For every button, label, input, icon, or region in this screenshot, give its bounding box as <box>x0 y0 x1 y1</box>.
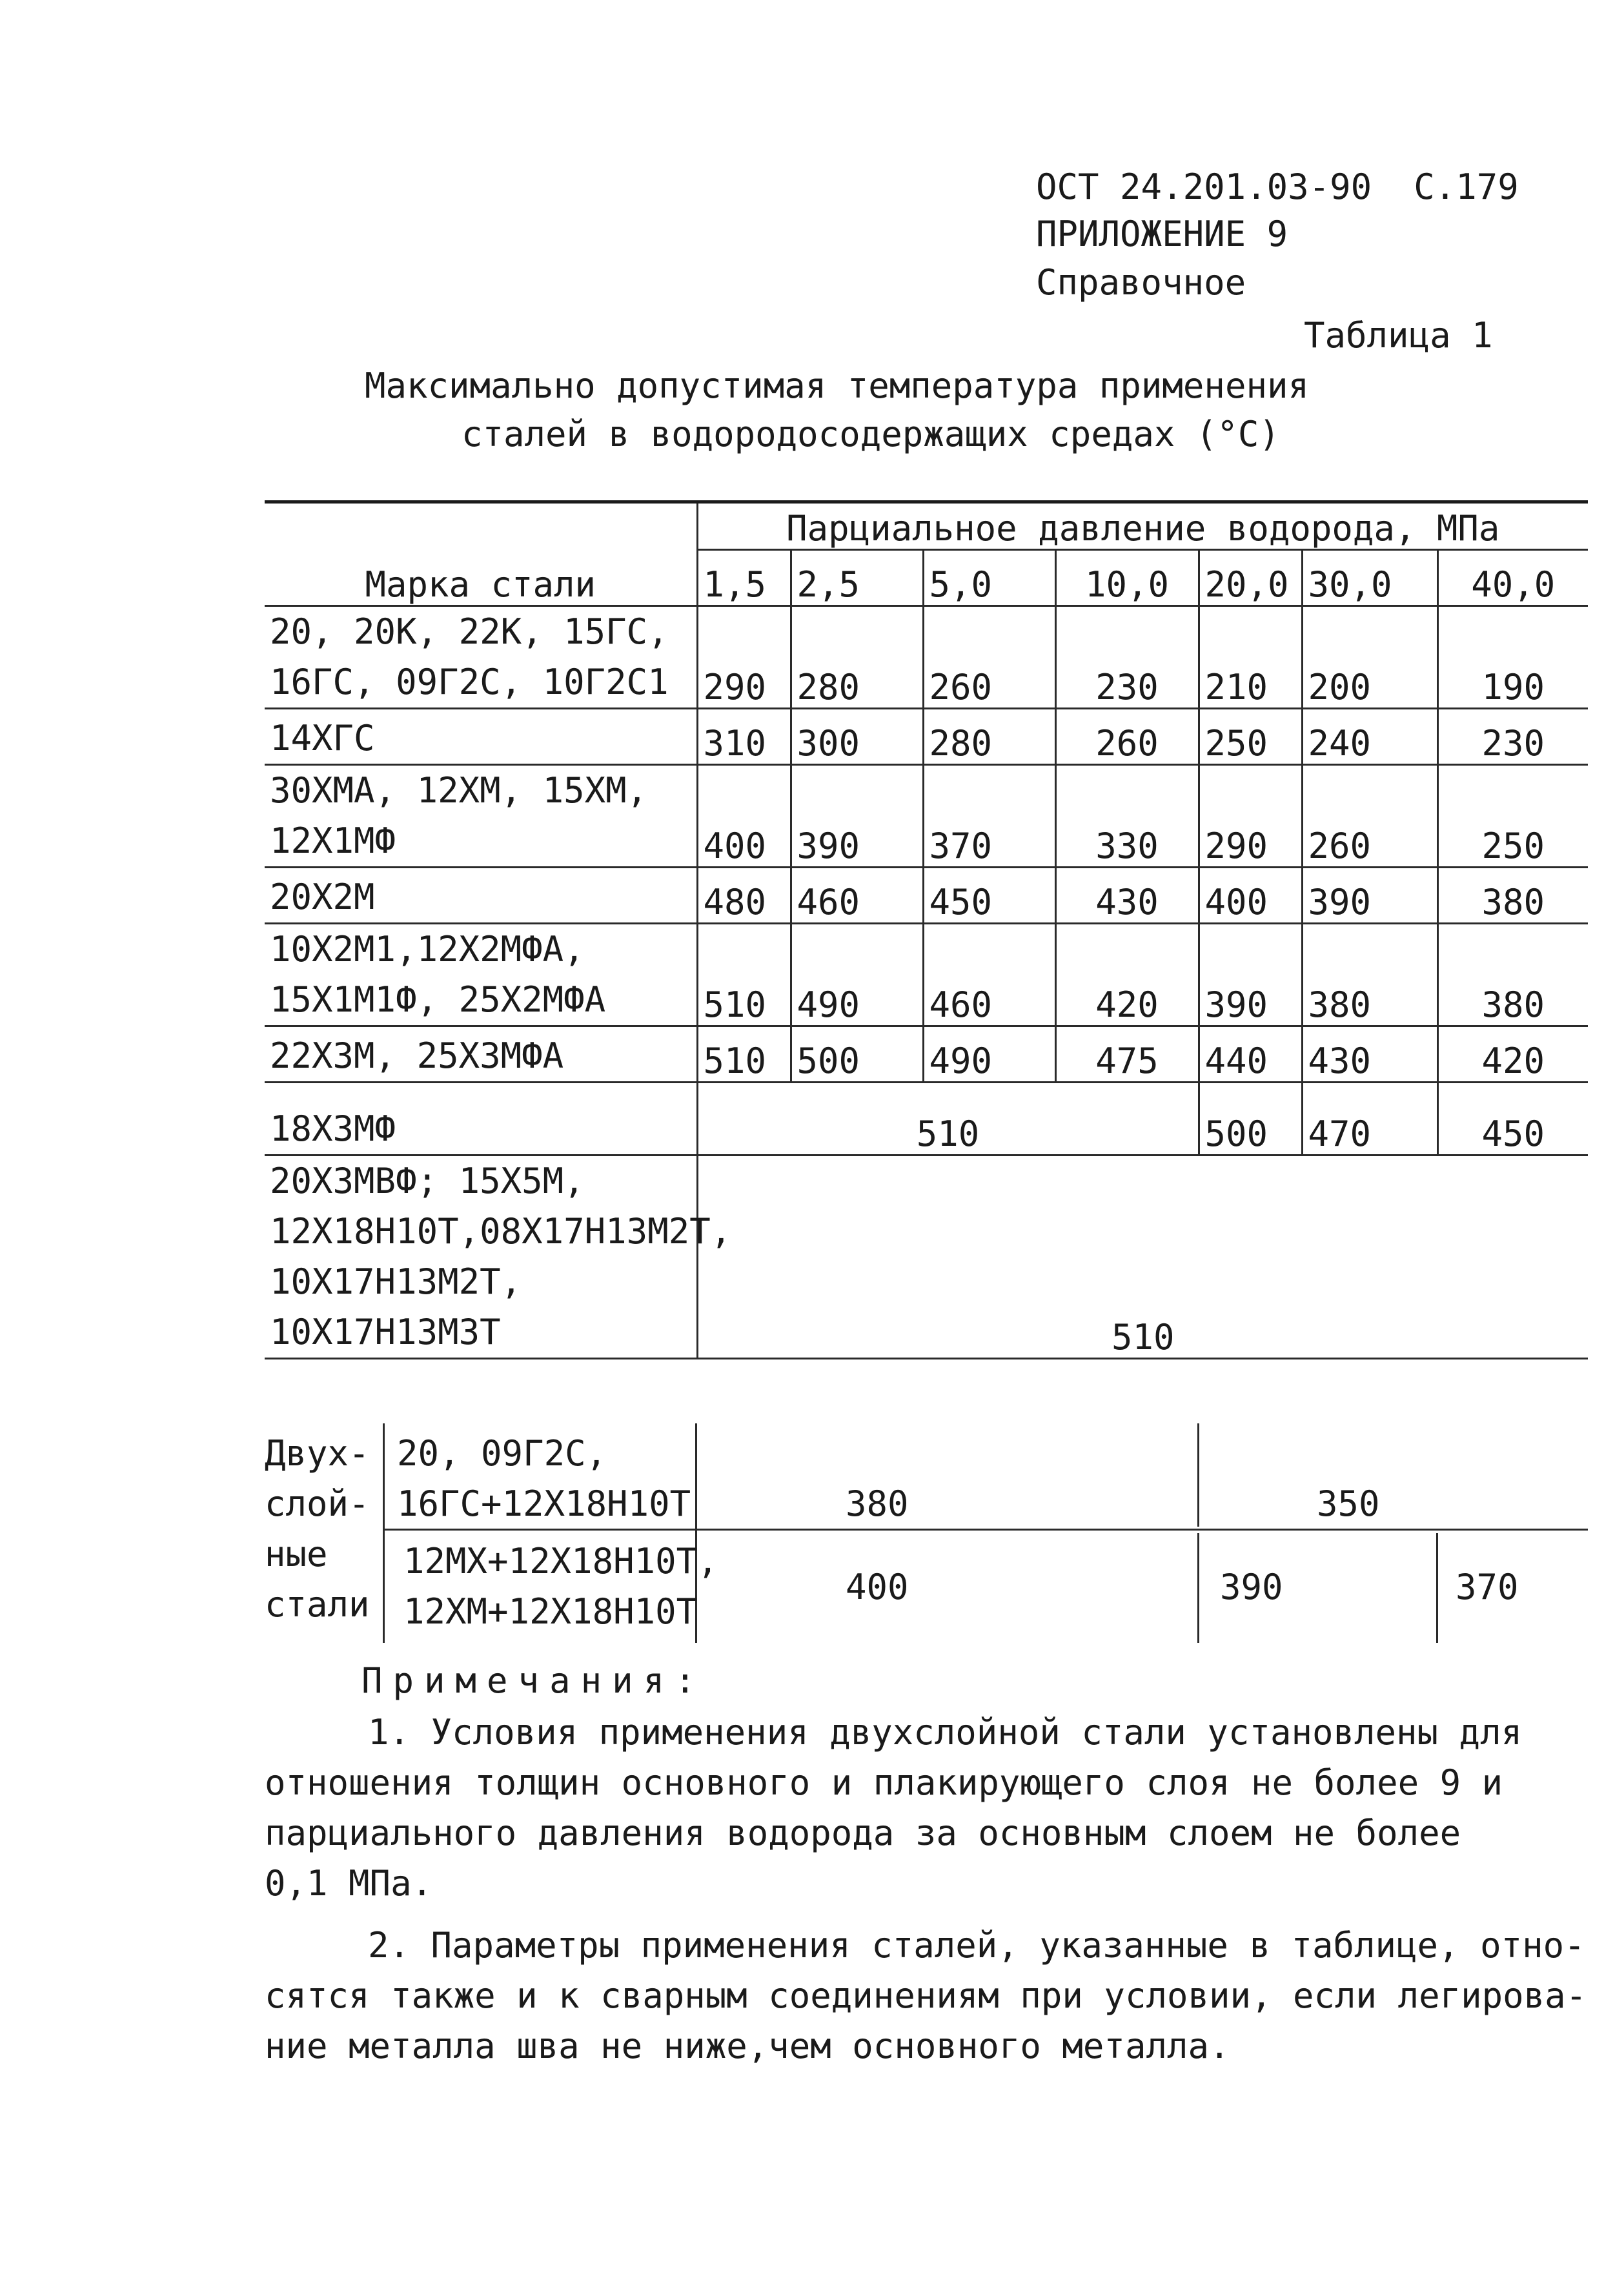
temperature-cell: 280 <box>791 606 923 709</box>
temperature-cell: 250 <box>1199 709 1302 765</box>
temperature-span-cell: 510 <box>697 1083 1199 1155</box>
temperature-table <box>265 500 1588 1359</box>
table-row <box>265 709 1588 765</box>
column-header-steel: Марка стали <box>265 502 697 606</box>
temperature-cell: 230 <box>1437 709 1588 765</box>
temperature-cell: 450 <box>1437 1083 1588 1155</box>
table-row <box>265 868 1588 924</box>
temperature-cell: 280 <box>923 709 1055 765</box>
notes-heading: Примечания: <box>361 1660 706 1701</box>
steel-grade-cell: 30ХМА, 12ХМ, 15ХМ, 12Х1МФ <box>265 765 697 868</box>
temperature-cell: 210 <box>1199 606 1302 709</box>
bimetal-section <box>265 1423 1588 1643</box>
steel-grade-cell: 12МХ+12Х18Н10Т, 12ХМ+12Х18Н10Т <box>403 1541 718 1632</box>
temperature-span-cell: 350 <box>1317 1483 1380 1524</box>
temperature-cell: 330 <box>1055 765 1199 868</box>
note-2: 2. Параметры применения сталей, указанные в таблице, отно- сятся также и к сварным соединениям при условии, если легирова- ние металла шва не ниже,чем основного металла. <box>265 1925 1587 2066</box>
temperature-cell: 380 <box>1437 924 1588 1026</box>
temperature-cell: 390 <box>1302 868 1437 924</box>
pressure-header: 30,0 <box>1302 550 1437 606</box>
temperature-cell: 380 <box>1302 924 1437 1026</box>
steel-grade-cell: 22Х3М, 25Х3МФА <box>265 1026 697 1083</box>
pressure-header: 1,5 <box>697 550 791 606</box>
pressure-header: 2,5 <box>791 550 923 606</box>
temperature-cell: 260 <box>1302 765 1437 868</box>
steel-grade-cell: 20, 09Г2С, 16ГС+12Х18Н10Т <box>397 1433 691 1524</box>
temperature-cell: 390 <box>1199 924 1302 1026</box>
temperature-cell: 200 <box>1302 606 1437 709</box>
temperature-cell: 190 <box>1437 606 1588 709</box>
temperature-span-cell: 510 <box>697 1155 1588 1359</box>
pressure-header: 20,0 <box>1199 550 1302 606</box>
table-label: Таблица 1 <box>1304 315 1493 356</box>
temperature-cell: 260 <box>923 606 1055 709</box>
temperature-cell: 450 <box>923 868 1055 924</box>
temperature-span-cell: 380 <box>846 1483 909 1524</box>
temperature-cell: 290 <box>1199 765 1302 868</box>
note-1: 1. Условия применения двухслойной стали установлены для отношения толщин основного и плакирующего слоя не более 9 и парциального давления водорода за основным слоем не более 0,1 МПа. <box>265 1712 1523 1904</box>
page-number: С.179 <box>1414 167 1519 207</box>
bimetal-label: Двух- слой- ные стали <box>265 1433 370 1625</box>
table-row <box>265 606 1588 709</box>
temperature-cell: 470 <box>1302 1083 1437 1155</box>
column-header-pressure: Парциальное давление водорода, МПа <box>697 502 1588 550</box>
table-row <box>265 1083 1588 1155</box>
steel-grade-cell: 18Х3МФ <box>265 1083 697 1155</box>
temperature-cell: 400 <box>1199 868 1302 924</box>
table-title-line2: сталей в водородосодержащих средах (°С) <box>462 414 1280 454</box>
document-number: ОСТ 24.201.03-90 С.179 <box>1036 167 1519 207</box>
steel-grade-cell: 20Х3МВФ; 15Х5М, 12Х18Н10Т,08Х17Н13М2Т, 10Х17Н13М2Т, 10Х17Н13М3Т <box>265 1155 697 1359</box>
temperature-cell: 260 <box>1055 709 1199 765</box>
pressure-header: 10,0 <box>1055 550 1199 606</box>
appendix-type: Справочное <box>1036 262 1246 303</box>
temperature-cell: 430 <box>1302 1026 1437 1083</box>
temperature-cell: 390 <box>1220 1567 1283 1607</box>
temperature-cell: 400 <box>697 765 791 868</box>
steel-grade-cell: 14ХГС <box>265 709 697 765</box>
temperature-cell: 440 <box>1199 1026 1302 1083</box>
table-row <box>265 1155 1588 1359</box>
temperature-cell: 500 <box>1199 1083 1302 1155</box>
temperature-cell: 310 <box>697 709 791 765</box>
temperature-cell: 490 <box>923 1026 1055 1083</box>
pressure-header: 5,0 <box>923 550 1055 606</box>
temperature-span-cell: 400 <box>846 1567 909 1607</box>
temperature-cell: 250 <box>1437 765 1588 868</box>
temperature-cell: 380 <box>1437 868 1588 924</box>
temperature-cell: 300 <box>791 709 923 765</box>
temperature-cell: 420 <box>1055 924 1199 1026</box>
temperature-cell: 475 <box>1055 1026 1199 1083</box>
steel-grade-cell: 10Х2М1,12Х2МФА, 15Х1М1Ф, 25Х2МФА <box>265 924 697 1026</box>
table-title-line1: Максимально допустимая температура применения <box>365 365 1309 406</box>
temperature-cell: 370 <box>1456 1567 1519 1607</box>
temperature-cell: 460 <box>923 924 1055 1026</box>
temperature-cell: 240 <box>1302 709 1437 765</box>
temperature-cell: 480 <box>697 868 791 924</box>
temperature-cell: 390 <box>791 765 923 868</box>
temperature-cell: 500 <box>791 1026 923 1083</box>
temperature-cell: 510 <box>697 1026 791 1083</box>
table-row <box>265 765 1588 868</box>
temperature-cell: 460 <box>791 868 923 924</box>
temperature-cell: 420 <box>1437 1026 1588 1083</box>
pressure-header: 40,0 <box>1437 550 1588 606</box>
table-row <box>265 1026 1588 1083</box>
steel-grade-cell: 20Х2М <box>265 868 697 924</box>
table-row <box>265 924 1588 1026</box>
steel-grade-cell: 20, 20К, 22К, 15ГС, 16ГС, 09Г2С, 10Г2С1 <box>265 606 697 709</box>
temperature-cell: 230 <box>1055 606 1199 709</box>
appendix-label: ПРИЛОЖЕНИЕ 9 <box>1036 214 1288 254</box>
temperature-cell: 370 <box>923 765 1055 868</box>
temperature-cell: 510 <box>697 924 791 1026</box>
temperature-cell: 290 <box>697 606 791 709</box>
temperature-cell: 490 <box>791 924 923 1026</box>
temperature-cell: 430 <box>1055 868 1199 924</box>
